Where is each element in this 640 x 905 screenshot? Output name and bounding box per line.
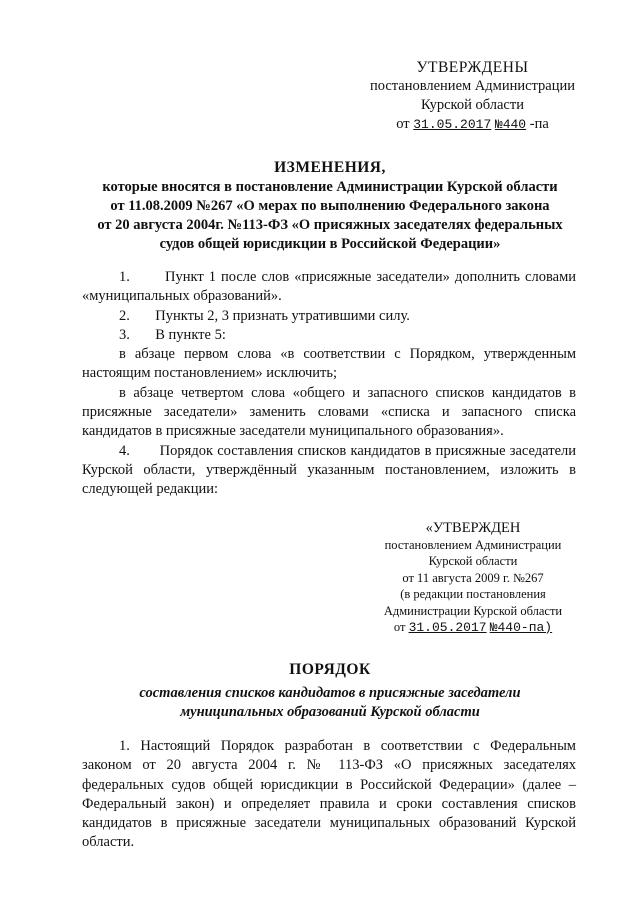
item [82,326,576,345]
approval2-date-line [378,619,568,637]
order-subtitle [70,684,590,722]
item-number: 3. [119,326,130,343]
approval2-number: №440-па) [489,620,553,635]
approval-heading: УТВЕРЖДЕНЫ [416,59,529,76]
changes-subtitle [70,178,590,254]
item-text: В пункте 5: [155,326,226,343]
subtitle-line: муниципальных образований Курской области [180,704,480,720]
subtitle-line: составления списков кандидатов в присяжные заседатели [139,685,521,701]
approval-block [365,58,580,134]
date-prefix: от [396,116,410,132]
item-text: Пункты 2, 3 признать утратившими силу. [155,307,410,324]
item-text: Пункт 1 после слов «присяжные заседатели» дополнить словами «муниципальных образований». [82,269,577,305]
subtitle-line: судов общей юрисдикции в Российской Федерации» [159,236,501,252]
approval-block-2 [378,520,568,637]
item-number: 2. [119,307,130,324]
approval-line: постановлением Администрации [369,78,576,94]
order-title: ПОРЯДОК [289,661,371,678]
approval-number: №440 [494,117,527,132]
item [82,442,576,500]
item-number: 1. [119,269,130,285]
approval2-line: постановлением Администрации [384,537,562,552]
approval2-line: Администрации Курской области [383,603,563,618]
approval-line: Курской области [421,97,524,113]
order-body [82,737,576,853]
item [82,345,576,384]
approval2-line: (в редакции постановления [400,587,546,601]
approval2-date: 31.05.2017 [408,620,487,635]
item [82,268,576,307]
approval-suffix: -па [529,116,549,132]
approval2-line: Курской области [428,554,518,568]
item [82,384,576,442]
approval2-line: от 11 августа 2009 г. №267 [402,570,544,585]
approval-date: 31.05.2017 [413,117,492,132]
subtitle-line: от 11.08.2009 №267 «О мерах по выполнению Федерального закона [110,198,550,214]
item-text: в абзаце четвертом слова «общего и запасного списков кандидатов в присяжные заседатели» заменить словами «списка и запасного списка кандидатов в присяжные заседатели муниципального образования». [82,384,576,440]
item-text: в абзаце первом слова «в соответствии с Порядком, утвержденным настоящим постановлением» исключить; [82,346,576,382]
order-paragraph: 1. Настоящий Порядок разработан в соответствии с Федеральным законом от 20 августа 2004 г. № 113-ФЗ «О присяжных заседателях федеральных судов общей юрисдикции в Российской Федерации» (далее – Федеральный закон) и определяет правила и сроки составления списков кандидатов в присяжные заседатели муниципальных образований Курской области. [82,738,576,851]
changes-body [82,268,576,500]
approval2-heading: «УТВЕРЖДЕН [425,520,521,536]
item [82,307,576,326]
approval-date-line [365,115,580,134]
item-number: 4. [119,442,130,459]
subtitle-line: которые вносятся в постановление Администрации Курской области [102,179,558,195]
item-text: Порядок составления списков кандидатов в присяжные заседатели Курской области, утверждённый указанным постановлением, изложить в следующей редакции: [82,442,576,498]
date-prefix: от [393,620,406,634]
changes-title: ИЗМЕНЕНИЯ, [274,159,386,176]
subtitle-line: от 20 августа 2004г. №113-ФЗ «О присяжных заседателях федеральных [97,217,563,233]
